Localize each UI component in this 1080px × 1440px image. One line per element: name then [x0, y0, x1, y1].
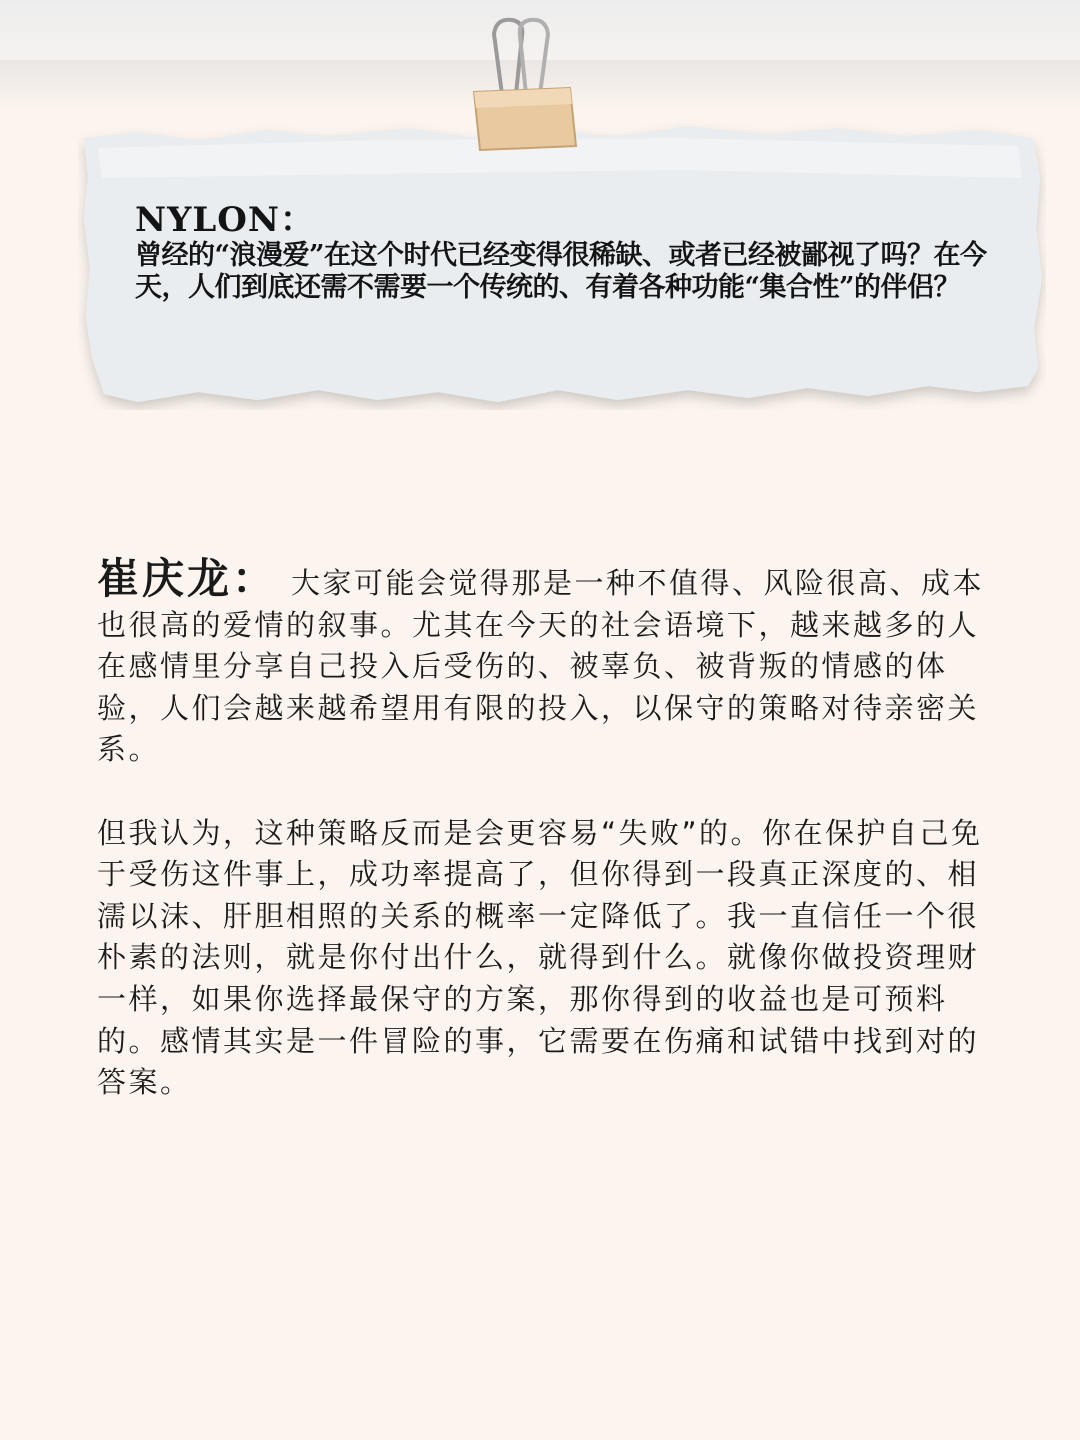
interviewer-label: NYLON：: [135, 200, 315, 240]
answer-block: [97, 554, 997, 1104]
binder-clip-icon: [462, 14, 582, 152]
question-text: 曾经的“浪漫爱”在这个时代已经变得很稀缺、或者已经被鄙视了吗？在今天，人们到底还需不需要一个传统的、有着各种功能“集合性”的伴侣？: [135, 240, 987, 303]
question-block: [135, 200, 1015, 304]
answer-paragraph-1-text: 大家可能会觉得那是一种不值得、风险很高、成本也很高的爱情的叙事。尤其在今天的社会语境下，越来越多的人在感情里分享自己投入后受伤的、被辜负、被背叛的情感的体验，人们会越来越希望用有限的投入，以保守的策略对待亲密关系。: [97, 566, 985, 767]
answer-paragraph-2: 但我认为，这种策略反而是会更容易“失败”的。你在保护自己免于受伤这件事上，成功率提高了，但你得到一段真正深度的、相濡以沫、肝胆相照的关系的概率一定降低了。我一直信任一个很朴素的法则，就是你付出什么，就得到什么。就像你做投资理财一样，如果你选择最保守的方案，那你得到的收益也是可预料的。感情其实是一件冒险的事，它需要在伤痛和试错中找到对的答案。: [97, 815, 983, 1100]
answer-paragraph-1: [97, 554, 997, 771]
speaker-name: 崔庆龙：: [97, 554, 278, 603]
